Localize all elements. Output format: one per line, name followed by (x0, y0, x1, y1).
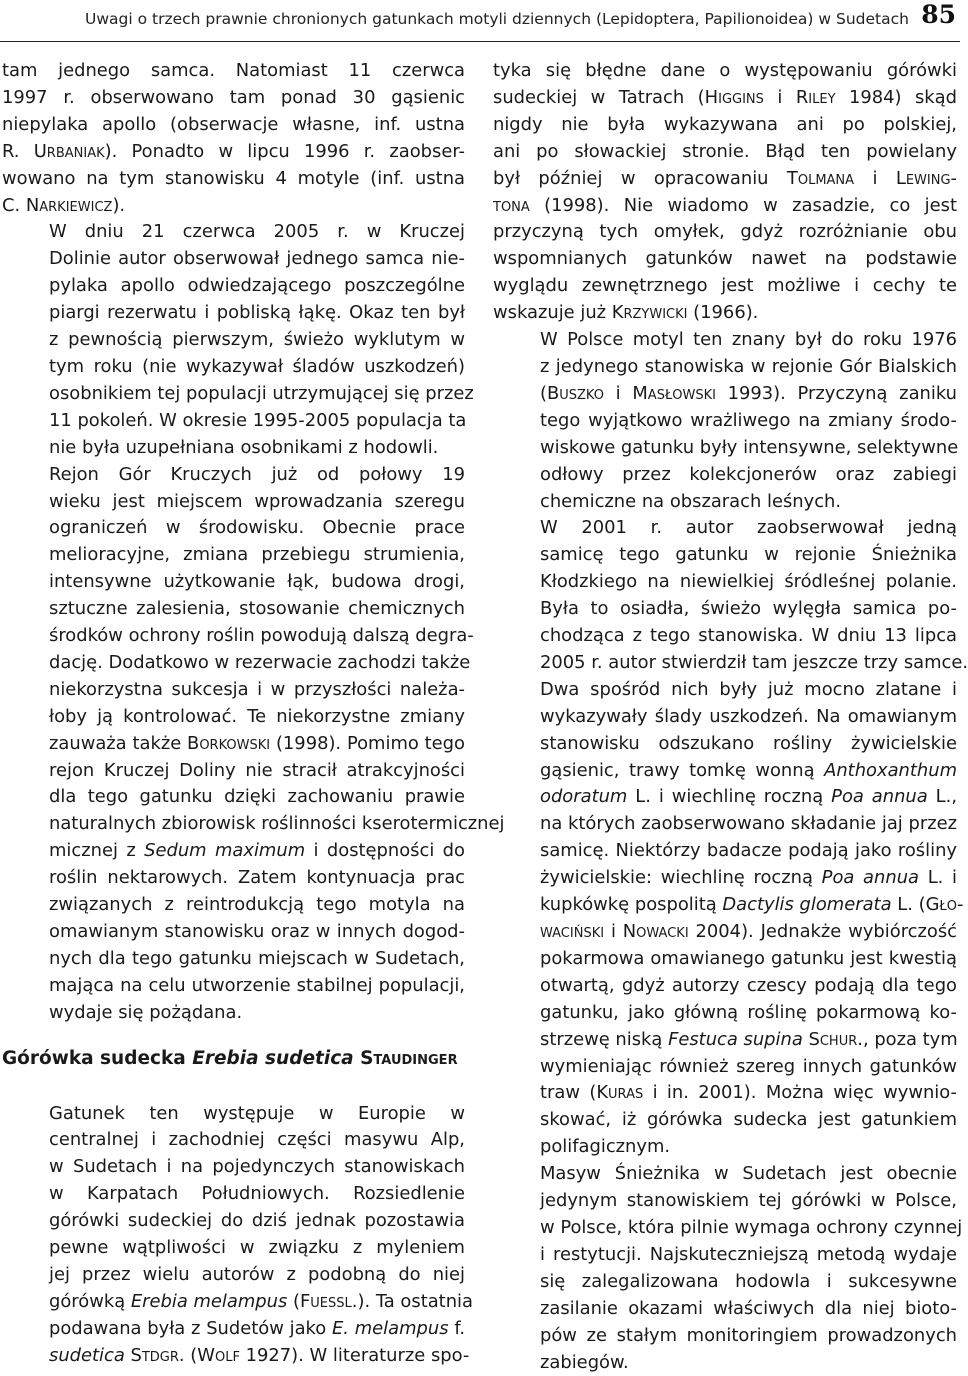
paragraph (493, 58, 957, 327)
text-line: mająca na celu utworzenie stabilnej populacji, (2, 973, 465, 1000)
text-line: tona (1998). Nie wiadomo w zasadzie, co jest (493, 193, 957, 220)
text-line: Gatunek ten występuje w Europie w (2, 1101, 465, 1128)
text-line: pokarmowa omawianego gatunku jest kwestią (493, 946, 957, 973)
text-line: W Polsce motyl ten znany był do roku 1976 (493, 327, 957, 354)
text-line: zasilanie okazami właściwych dla niej bioto- (493, 1296, 957, 1323)
text-line: żywicielskie: wiechlinę roczną Poa annua L. i (493, 865, 957, 892)
text-line: niepylaka apollo (obserwacje własne, inf. ustna (2, 112, 465, 139)
author-name: Gło (926, 894, 957, 915)
paragraph (493, 515, 957, 1161)
species-name: Sedum maximum (144, 840, 305, 861)
author-name: Buszko (547, 383, 604, 404)
text-line: nych dla tego gatunku miejscach w Sudetach, (2, 946, 465, 973)
author-name: Kuras (596, 1082, 643, 1103)
species-name: odoratum (540, 786, 627, 807)
author-name: Wolf (197, 1345, 240, 1366)
text-line: waciński i Nowacki 2004). Jednakże wybiórczość (493, 919, 957, 946)
text-line: Kłodzkiego na niewielkiej śródleśnej polanie. (493, 569, 957, 596)
author-name: Higgins (705, 87, 764, 108)
text-line: Rejon Gór Kruczych już od połowy 19 (2, 462, 465, 489)
right-column (493, 58, 957, 1376)
species-name: sudetica (49, 1345, 125, 1366)
text-line: odoratum L. i wiechlinę roczną Poa annua L., (493, 784, 957, 811)
author-name: Narkiewicz (26, 195, 113, 216)
text-line: górówką Erebia melampus (Fuessl.). Ta ostatnia (2, 1289, 465, 1316)
text-line: górówki sudeckiej do dziś jednak pozostawia (2, 1208, 465, 1235)
text-line: dla tego gatunku dzięki zachowaniu prawie (2, 784, 465, 811)
author-name: waciński (540, 921, 604, 942)
author-name: Masłowski (632, 383, 716, 404)
author-name: Urbaniak (34, 141, 105, 162)
text-line: w Sudetach i na pojedynczych stanowiskach (2, 1154, 465, 1181)
species-name: Erebia melampus (131, 1291, 287, 1312)
paragraph (493, 327, 957, 515)
text-line: tego wyjątkowo wrażliwego na zmiany środo- (493, 408, 957, 435)
species-name: Poa annua (822, 867, 919, 888)
text-line: wskazuje już Krzywicki (1966). (493, 300, 957, 327)
text-line: sztuczne zalesienia, stosowanie chemicznych (2, 596, 465, 623)
text-line: pewne wątpliwości w związku z myleniem (2, 1235, 465, 1262)
author-name: Lewing (896, 168, 951, 189)
section-heading (2, 1046, 465, 1073)
text-line: i restytucji. Najskuteczniejszą metodą wydaje (493, 1242, 957, 1269)
text-line: z jedynego stanowiska w rejonie Gór Bialskich (493, 354, 957, 381)
text-line: w Polsce, która pilnie wymaga ochrony czynnej (493, 1215, 957, 1242)
text-line: pylaka apollo odwiedzającego poszczególne (2, 273, 465, 300)
text-line: ograniczeń w środowisku. Obecnie prace (2, 515, 465, 542)
text-line: był później w opracowaniu Tolmana i Lewing- (493, 166, 957, 193)
author-name: Schur (809, 1029, 858, 1050)
text-line: 11 pokoleń. W okresie 1995-2005 populacja ta (2, 408, 465, 435)
text-line: (Buszko i Masłowski 1993). Przyczyną zaniku (493, 381, 957, 408)
text-line: na których zaobserwowano składanie jaj przez (493, 811, 957, 838)
text-line: polifagicznym. (493, 1134, 957, 1161)
text-line: naturalnych zbiorowisk roślinności kserotermicznej (2, 811, 465, 838)
text-line: Była to osiadła, świeżo wylęgła samica po- (493, 596, 957, 623)
author-name: Tolmana (787, 168, 854, 189)
text-line: łoby ją kontrolować. Te niekorzystne zmiany (2, 704, 465, 731)
text-line: chemiczne na obszarach leśnych. (493, 489, 957, 516)
page-header (0, 0, 960, 44)
page-number: 85 (921, 0, 956, 29)
text-line: wykazywały ślady uszkodzeń. Na omawianym (493, 704, 957, 731)
text-line: osobnikiem tej populacji utrzymującej się przez (2, 381, 465, 408)
heading-prefix: Górówka sudecka (2, 1048, 192, 1069)
text-line: chodząca z tego stanowiska. W dniu 13 lipca (493, 623, 957, 650)
text-line: intensywne użytkowanie łąk, budowa drogi, (2, 569, 465, 596)
text-line: sudetica Stdgr. (Wolf 1927). W literaturze spo- (2, 1343, 465, 1370)
species-name: E. melampus (332, 1318, 449, 1339)
text-line: podawana była z Sudetów jako E. melampus f. (2, 1316, 465, 1343)
text-line: traw (Kuras i in. 2001). Można więc wywnio- (493, 1080, 957, 1107)
left-column (2, 58, 465, 1370)
text-line: środków ochrony roślin powodują dalszą degra- (2, 623, 465, 650)
text-line: nie była uzupełniana osobnikami z hodowli. (2, 435, 465, 462)
author-name: Nowacki (623, 921, 689, 942)
text-line: sudeckiej w Tatrach (Higgins i Riley 1984) skąd (493, 85, 957, 112)
running-title: Uwagi o trzech prawnie chronionych gatunkach motyli dziennych (Lepidoptera, Papilionoidea) w Sudetach (85, 10, 909, 28)
text-line: wydaje się pożądana. (2, 1000, 465, 1027)
text-line: się zalegalizowana hodowla i sukcesywne (493, 1269, 957, 1296)
species-name: Anthoxanthum (824, 760, 957, 781)
paragraph (493, 1161, 957, 1376)
text-line: kupkówkę pospolitą Dactylis glomerata L. (Gło- (493, 892, 957, 919)
text-line: samicę tego gatunku w rejonie Śnieżnika (493, 542, 957, 569)
text-line: otwartą, gdyż autorzy czescy podają dla tego (493, 973, 957, 1000)
text-line: wyglądu zewnętrznego jest możliwe i cechy te (493, 273, 957, 300)
text-line: gatunku, jako główną roślinę pokarmową ko- (493, 1000, 957, 1027)
heading-author: Staudinger (360, 1048, 457, 1069)
text-line: wymieniając również szereg innych gatunków (493, 1054, 957, 1081)
text-line: niekorzystna sukcesja i w przyszłości należa- (2, 677, 465, 704)
text-line: zauważa także Borkowski (1998). Pomimo tego (2, 731, 465, 758)
text-line: Dolinie autor obserwował jednego samca nie- (2, 246, 465, 273)
text-line: omawianym stanowisku oraz w innych dogod- (2, 919, 465, 946)
text-line: ani po słowackiej stronie. Błąd ten powielany (493, 139, 957, 166)
author-name: Krzywicki (612, 302, 688, 323)
paragraph (2, 462, 465, 1027)
text-line: micznej z Sedum maximum i dostępności do (2, 838, 465, 865)
text-line: nigdy nie była wykazywana ani po polskiej, (493, 112, 957, 139)
text-line: zabiegów. (493, 1350, 957, 1376)
text-line: wieku jest miejscem wprowadzania szeregu (2, 489, 465, 516)
text-line: strzewę niską Festuca supina Schur., poza tym (493, 1027, 957, 1054)
author-name: Stdgr (131, 1345, 179, 1366)
paragraph (2, 58, 465, 219)
paragraph (2, 219, 465, 461)
text-line: W 2001 r. autor zaobserwował jedną (493, 515, 957, 542)
species-name: Poa annua (831, 786, 928, 807)
author-name: Fuessl (300, 1291, 352, 1312)
text-line: R. Urbaniak). Ponadto w lipcu 1996 r. zaobser- (2, 139, 465, 166)
text-line: W dniu 21 czerwca 2005 r. w Kruczej (2, 219, 465, 246)
author-name: Riley (796, 87, 836, 108)
text-line: 2005 r. autor stwierdził tam jeszcze trzy samce. (493, 650, 957, 677)
text-line: tyka się błędne dane o występowaniu górówki (493, 58, 957, 85)
text-line: rejon Kruczej Doliny nie stracił atrakcyjności (2, 758, 465, 785)
text-line: wowano na tym stanowisku 4 motyle (inf. ustna (2, 166, 465, 193)
text-line: gąsienic, trawy tomkę wonną Anthoxanthum (493, 758, 957, 785)
text-line: Masyw Śnieżnika w Sudetach jest obecnie (493, 1161, 957, 1188)
text-line: tam jednego samca. Natomiast 11 czerwca (2, 58, 465, 85)
text-line: roślin nektarowych. Zatem kontynuacja prac (2, 865, 465, 892)
text-line: pów ze stałym monitoringiem prowadzonych (493, 1323, 957, 1350)
text-line: piargi rezerwatu i pobliską łąkę. Okaz ten był (2, 300, 465, 327)
text-line: melioracyjne, zmiana przebiegu strumienia, (2, 542, 465, 569)
paragraph (2, 1101, 465, 1370)
text-line: dację. Dodatkowo w rezerwacie zachodzi także (2, 650, 465, 677)
text-line: Dwa spośród nich były już mocno zlatane i (493, 677, 957, 704)
text-line: jej przez wielu autorów z podobną do niej (2, 1262, 465, 1289)
text-line: wspomnianych gatunków nawet na podstawie (493, 246, 957, 273)
author-name: Borkowski (187, 733, 270, 754)
text-line: tym roku (nie wykazywał śladów uszkodzeń) (2, 354, 465, 381)
text-line: w Karpatach Południowych. Rozsiedlenie (2, 1181, 465, 1208)
header-rule (0, 41, 960, 42)
text-line: związanych z reintrodukcją tego motyla na (2, 892, 465, 919)
text-line: wiskowe gatunku były intensywne, selektywne (493, 435, 957, 462)
text-line: jedynym stanowiskiem tej górówki w Polsce, (493, 1188, 957, 1215)
text-line: centralnej i zachodniej części masywu Alp, (2, 1127, 465, 1154)
text-line: 1997 r. obserwowano tam ponad 30 gąsienic (2, 85, 465, 112)
species-name: Dactylis glomerata (722, 894, 891, 915)
species-name: Festuca supina (668, 1029, 803, 1050)
heading-species: Erebia sudetica (192, 1048, 353, 1069)
text-line: przyczyną tych omyłek, gdyż rozróżnianie obu (493, 219, 957, 246)
author-name: tona (493, 195, 530, 216)
text-line: z pewnością pierwszym, świeżo wyklutym w (2, 327, 465, 354)
text-line: skować, iż górówka sudecka jest gatunkiem (493, 1107, 957, 1134)
text-line: C. Narkiewicz). (2, 193, 465, 220)
text-line: samicę. Niektórzy badacze podają jako rośliny (493, 838, 957, 865)
text-line: stanowisku odszukano rośliny żywicielskie (493, 731, 957, 758)
text-line: odłowy przez kolekcjonerów oraz zabiegi (493, 462, 957, 489)
